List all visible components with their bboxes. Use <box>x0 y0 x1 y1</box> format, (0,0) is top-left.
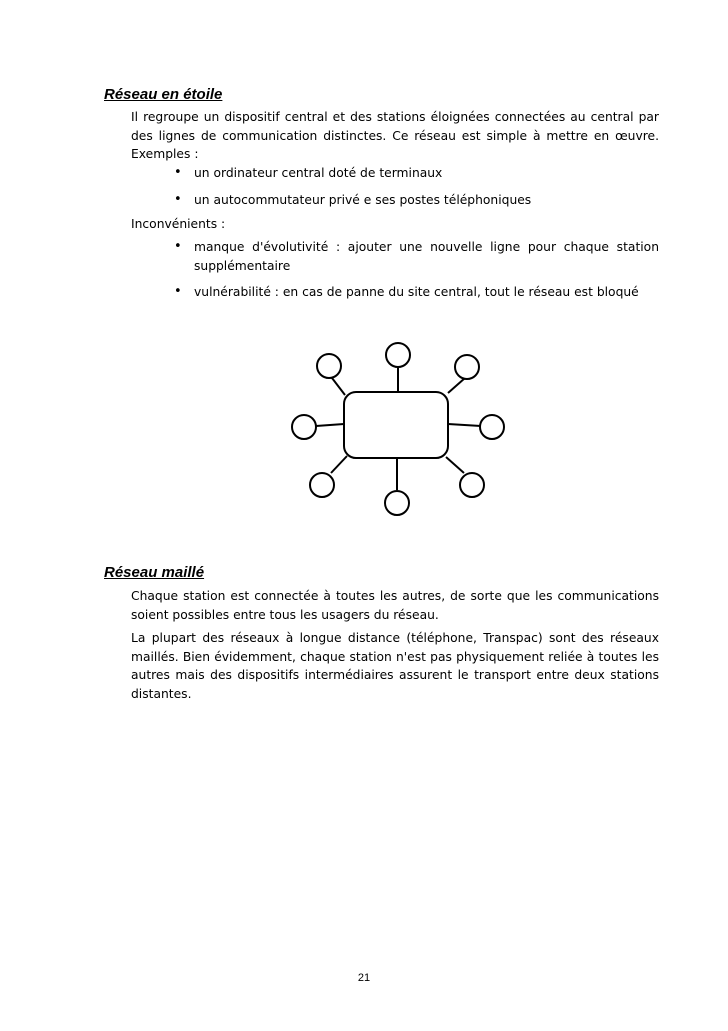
bullet-icon: • <box>174 165 182 180</box>
station-node <box>455 355 479 379</box>
spoke-line <box>316 424 344 426</box>
spoke-line <box>446 457 464 473</box>
list-item <box>174 283 659 302</box>
drawbacks-list <box>174 238 659 310</box>
drawback-text: vulnérabilité : en cas de panne du site central, tout le réseau est bloqué <box>194 285 639 299</box>
station-node <box>317 354 341 378</box>
drawback-text: manque d'évolutivité : ajouter une nouvelle ligne pour chaque station supplémentaire <box>194 240 659 273</box>
list-item <box>174 164 659 183</box>
station-node <box>310 473 334 497</box>
station-node <box>385 491 409 515</box>
mesh-network-paragraph-2: La plupart des réseaux à longue distance (téléphone, Transpac) sont des réseaux maillés. Bien évidemment, chaque station n'est pas physiquement reliée à toutes les autres mais des dispositifs intermédiaires assurent le transport entre deux stations distantes. <box>131 631 659 701</box>
station-node <box>386 343 410 367</box>
example-text: un ordinateur central doté de terminaux <box>194 166 443 180</box>
star-network-intro: Il regroupe un dispositif central et des stations éloignées connectées au central par des lignes de communication distinctes. Ce réseau est simple à mettre en œuvre. Exemples : <box>131 110 659 161</box>
list-item <box>174 238 659 275</box>
spoke-line <box>332 378 345 395</box>
spoke-line <box>448 378 465 393</box>
bullet-icon: • <box>174 284 182 299</box>
drawbacks-label: Inconvénients : <box>131 217 226 231</box>
example-text: un autocommutateur privé e ses postes téléphoniques <box>194 192 532 207</box>
station-node <box>480 415 504 439</box>
examples-list <box>174 164 659 217</box>
spoke-line <box>331 456 347 473</box>
mesh-network-paragraph-1: Chaque station est connectée à toutes les autres, de sorte que les communications soient possibles entre tous les usagers du réseau. <box>131 589 659 622</box>
central-hub <box>344 392 448 458</box>
section-title-mesh-network: Réseau maillé <box>104 564 205 581</box>
section-title-star-network: Réseau en étoile <box>104 86 223 103</box>
star-topology-diagram <box>280 335 510 520</box>
list-item <box>174 191 659 210</box>
page-number: 21 <box>357 972 371 984</box>
station-node <box>460 473 484 497</box>
station-node <box>292 415 316 439</box>
bullet-icon: • <box>174 239 182 254</box>
bullet-icon: • <box>174 191 182 207</box>
spoke-line <box>448 424 481 426</box>
